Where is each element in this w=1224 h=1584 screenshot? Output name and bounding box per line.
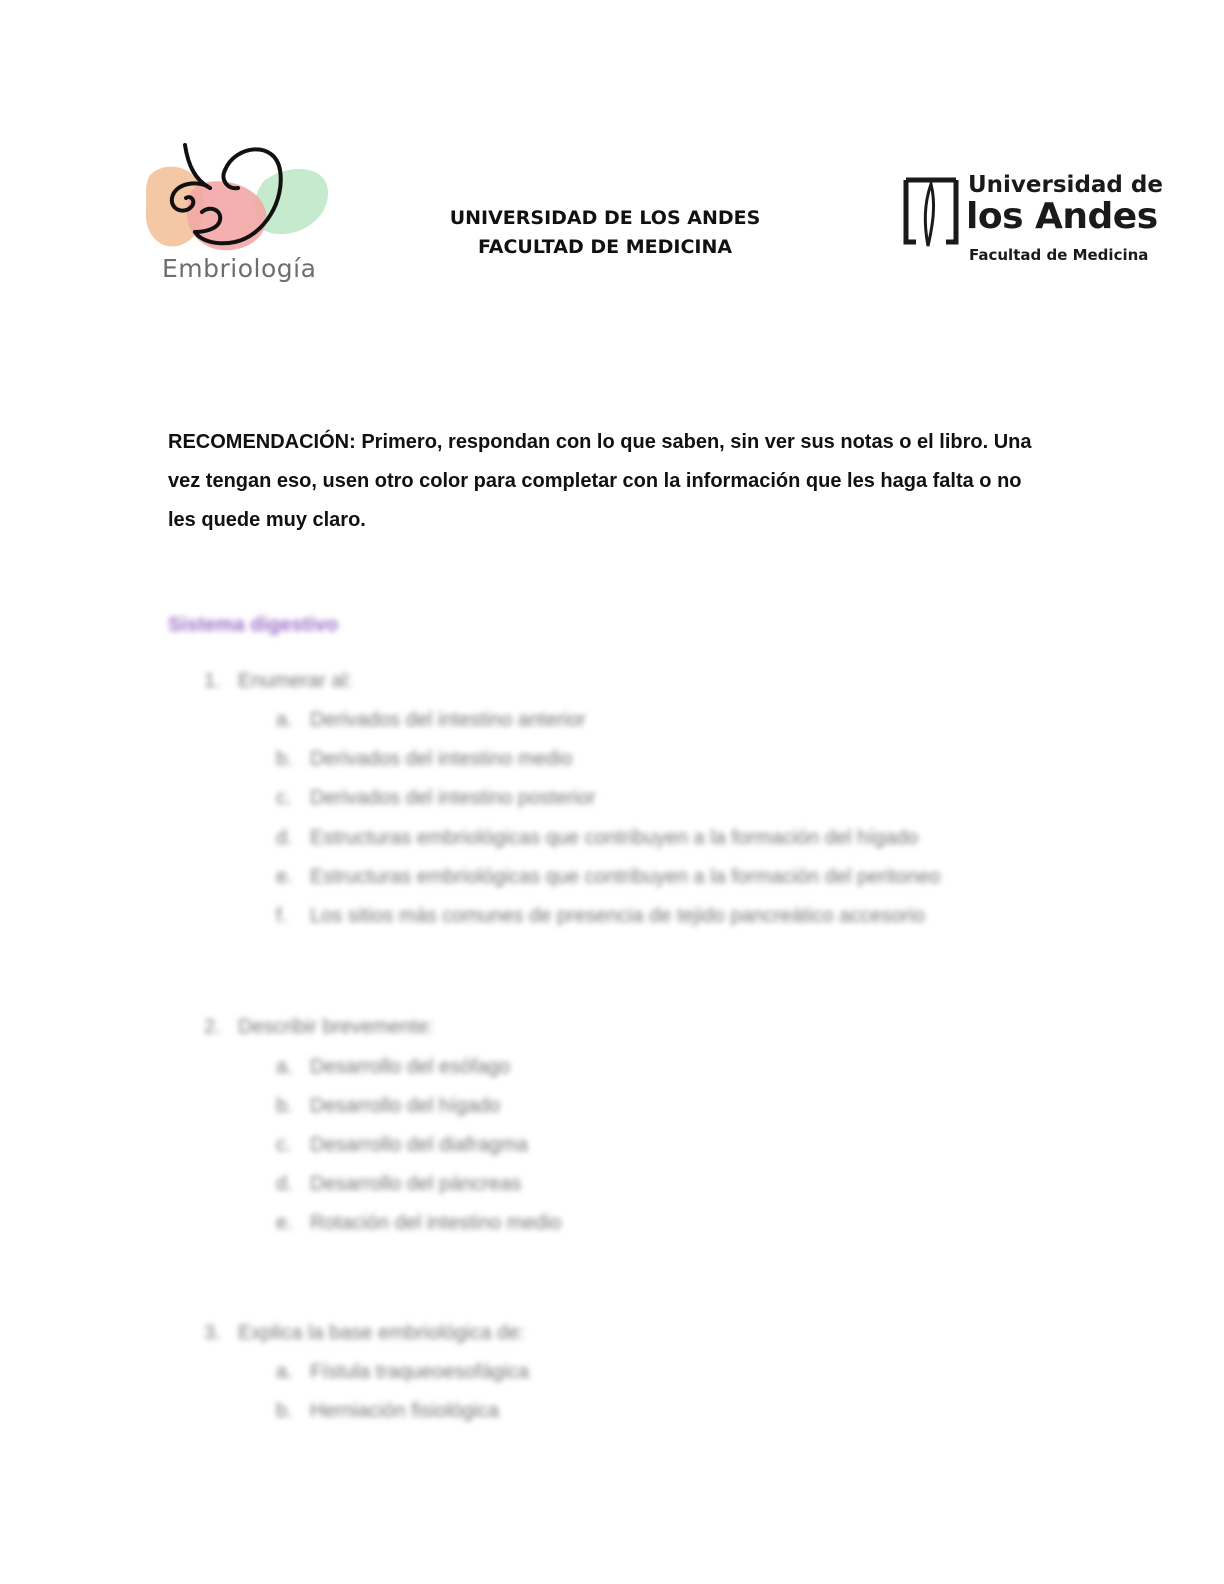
list-item (276, 1173, 521, 1196)
item-text: Estructuras embriológicas que contribuyen a la formación del hígado (310, 827, 919, 849)
uniandes-line1: Universidad de (968, 172, 1163, 198)
item-letter: b. (276, 1400, 293, 1422)
item-text: Los sitios más comunes de presencia de tejido pancreático accesorio (310, 905, 925, 927)
list-item (276, 866, 940, 889)
item-text: Derivados del intestino anterior (310, 709, 586, 731)
list-item (276, 1212, 561, 1235)
item-text: Derivados del intestino medio (310, 748, 573, 770)
list-item (276, 748, 572, 771)
list-item (276, 1361, 529, 1384)
item-letter: e. (276, 866, 293, 888)
question-3 (204, 1322, 525, 1345)
uniandes-line2: los Andes (966, 196, 1158, 237)
section-title: Sistema digestivo (168, 614, 339, 636)
uniandes-logo (900, 170, 1163, 270)
item-letter: b. (276, 748, 293, 770)
item-text: Estructuras embriológicas que contribuyen a la formación del peritoneo (310, 866, 941, 888)
list-item (276, 1095, 500, 1118)
item-letter: a. (276, 1361, 293, 1383)
item-letter: f. (276, 905, 288, 927)
question-1 (204, 670, 353, 693)
item-letter: b. (276, 1095, 293, 1117)
question-text: Explica la base embriológica de: (238, 1322, 525, 1344)
question-text: Enumerar al: (238, 670, 353, 692)
item-text: Desarrollo del esófago (310, 1056, 511, 1078)
item-text: Fístula traqueoesofágica (310, 1361, 530, 1383)
uniandes-line3: Facultad de Medicina (969, 246, 1149, 264)
recommendation-paragraph: RECOMENDACIÓN: Primero, respondan con lo que saben, sin ver sus notas o el libro. Una vez tengan eso, usen otro color para completar con la información que les haga falta o no les quede muy claro. (168, 431, 1032, 531)
item-letter: c. (276, 787, 292, 809)
item-letter: a. (276, 709, 293, 731)
question-2 (204, 1016, 434, 1039)
question-number: 3. (204, 1322, 221, 1344)
uniandes-emblem-icon (900, 174, 962, 250)
item-text: Desarrollo del hígado (310, 1095, 501, 1117)
item-text: Herniación fisiológica (310, 1400, 499, 1422)
item-text: Derivados del intestino posterior (310, 787, 596, 809)
title-university: UNIVERSIDAD DE LOS ANDES (449, 207, 761, 229)
list-item (276, 787, 596, 810)
item-text: Rotación del intestino medio (310, 1212, 562, 1234)
list-item (276, 905, 925, 928)
embriologia-logo (140, 140, 340, 290)
question-text: Describir brevemente: (238, 1016, 434, 1038)
item-letter: d. (276, 827, 293, 849)
item-letter: e. (276, 1212, 293, 1234)
item-letter: d. (276, 1173, 293, 1195)
list-item (276, 1134, 528, 1157)
list-item (276, 827, 918, 850)
title-faculty: FACULTAD DE MEDICINA (477, 236, 733, 258)
list-item (276, 1056, 510, 1079)
page-title (400, 204, 810, 262)
item-letter: c. (276, 1134, 292, 1156)
item-letter: a. (276, 1056, 293, 1078)
embriologia-wordmark: Embriología (162, 254, 317, 283)
list-item (276, 709, 586, 732)
list-item (276, 1400, 499, 1423)
item-text: Desarrollo del diafragma (310, 1134, 528, 1156)
item-text: Desarrollo del páncreas (310, 1173, 522, 1195)
question-number: 2. (204, 1016, 221, 1038)
embryo-icon (140, 140, 340, 255)
question-number: 1. (204, 670, 221, 692)
